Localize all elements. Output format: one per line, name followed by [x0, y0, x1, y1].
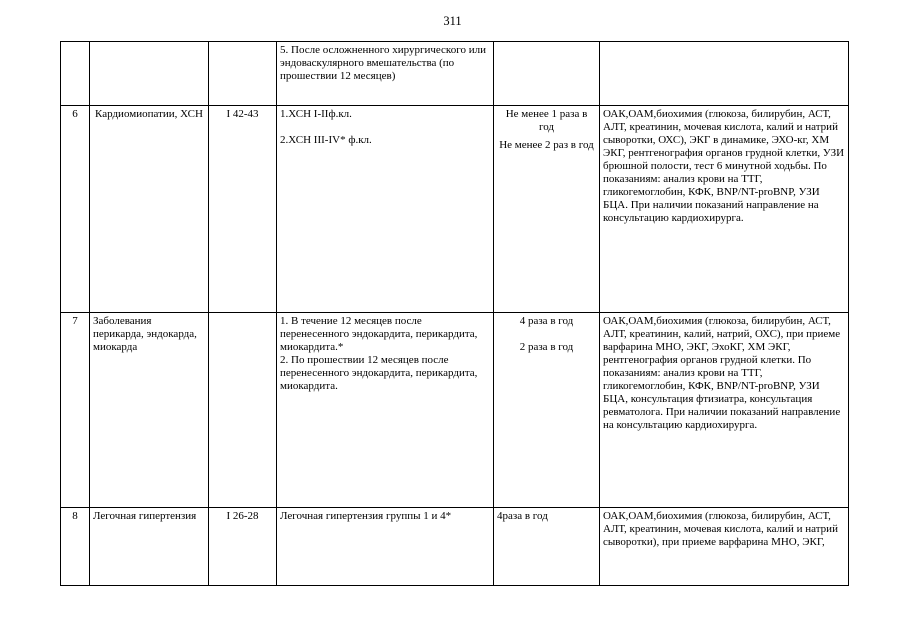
dispensary-table	[60, 41, 849, 586]
frequency-2: Не менее 2 раз в год	[499, 139, 594, 151]
patient-group: 5. После осложненного хирургического или эндоваскулярного вмешательства (по прошествии 12 месяцев)	[277, 42, 494, 106]
page-number: 311	[443, 14, 462, 28]
table-row	[61, 508, 849, 586]
patient-group-2: 2. По прошествии 12 месяцев после перенесенного эндокардита, перикардита, миокардита.	[280, 354, 478, 392]
examinations: ОАК,ОАМ,биохимия (глюкоза, билирубин, АСТ, АЛТ, креатинин, мочевая кислота, калий и натрий сыворотки), при приеме варфарина МНО, ЭКГ,	[600, 508, 849, 586]
icd-code	[209, 42, 277, 106]
frequency-1: 4 раза в год	[519, 315, 574, 327]
row-number: 7	[61, 313, 90, 508]
patient-group	[277, 106, 494, 313]
frequency	[494, 42, 600, 106]
table-row	[61, 313, 849, 508]
table-row	[61, 106, 849, 313]
frequency	[494, 313, 600, 508]
examinations	[600, 42, 849, 106]
frequency-1: Не менее 1 раза в год	[505, 108, 588, 133]
icd-code: I 26-28	[209, 508, 277, 586]
patient-group	[277, 313, 494, 508]
patient-group: Легочная гипертензия группы 1 и 4*	[277, 508, 494, 586]
patient-group-1: 1. В течение 12 месяцев после перенесенного эндокардита, перикардита, миокардита.*	[280, 315, 478, 353]
disease-name	[90, 42, 209, 106]
disease-name: Легочная гипертензия	[90, 508, 209, 586]
frequency	[494, 106, 600, 313]
patient-group-2: 2.ХСН III-IV* ф.кл.	[280, 134, 372, 146]
row-number: 6	[61, 106, 90, 313]
disease-name: Кардиомиопатии, ХСН	[90, 106, 209, 313]
row-number: 8	[61, 508, 90, 586]
table-row	[61, 42, 849, 106]
frequency: 4раза в год	[494, 508, 600, 586]
frequency-2: 2 раза в год	[519, 341, 574, 353]
icd-code: I 42-43	[209, 106, 277, 313]
patient-group-1: 1.ХСН I-IIф.кл.	[280, 108, 352, 120]
row-number	[61, 42, 90, 106]
disease-name: Заболевания перикарда, эндокарда, миокарда	[90, 313, 209, 508]
examinations: ОАК,ОАМ,биохимия (глюкоза, билирубин, АСТ, АЛТ, креатинин, калий, натрий, ОХС), при приеме варфарина МНО, ЭКГ, ЭхоКГ, ХМ ЭКГ, рентгенография органов грудной клетки. По показаниям: анализ крови на ТТГ, гликогемоглобин, КФК, BNP/NT-proBNP, УЗИ БЦА, консультация фтизиатра, консультация ревматолога. При наличии показаний направление на консультацию кардиохирурга.	[600, 313, 849, 508]
examinations: ОАК,ОАМ,биохимия (глюкоза, билирубин, АСТ, АЛТ, креатинин, мочевая кислота, калий и натрий сыворотки, ОХС), ЭКГ в динамике, ЭХО-кг, ХМ ЭКГ, рентгенография органов грудной клетки, УЗИ брюшной полости, тест 6 минутной ходьбы. По показаниям: анализ крови на ТТГ, гликогемоглобин, КФК, BNP/NT-proBNP, УЗИ БЦА. При наличии показаний направление на консультацию кардиохирурга.	[600, 106, 849, 313]
icd-code	[209, 313, 277, 508]
